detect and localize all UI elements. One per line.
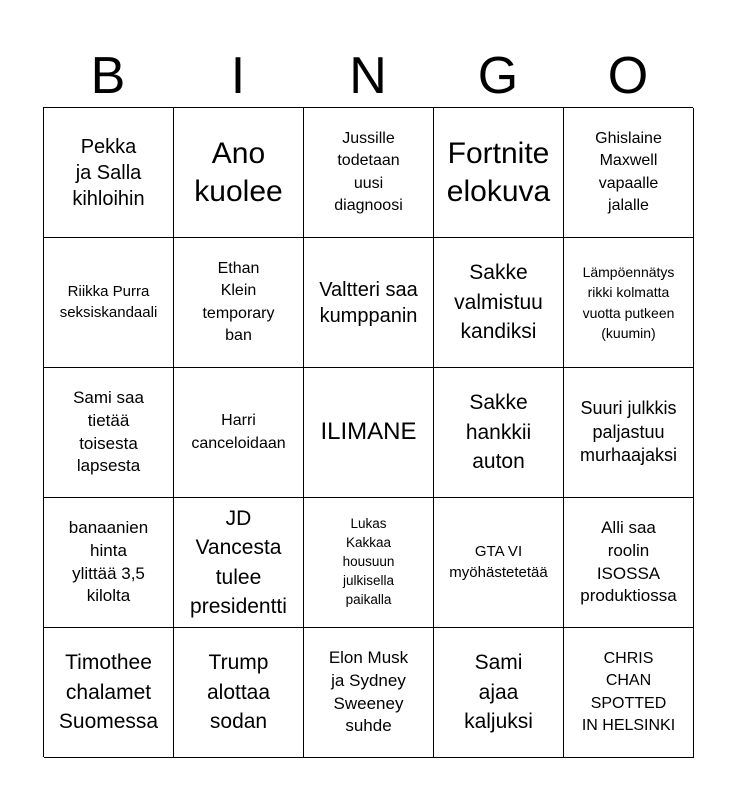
bingo-cell: Elon Musk ja Sydney Sweeney suhde [304, 628, 434, 758]
bingo-cell: GTA VI myöhästetetää [434, 498, 564, 628]
bingo-cell: Timothee chalamet Suomessa [44, 628, 174, 758]
header-letter-b: B [90, 47, 126, 105]
header-letter-i: I [230, 47, 246, 105]
bingo-cell: Ghislaine Maxwell vapaalle jalalle [564, 108, 694, 238]
bingo-cell: Ano kuolee [174, 108, 304, 238]
bingo-cell: Sami saa tietää toisesta lapsesta [44, 368, 174, 498]
bingo-cell: Harri canceloidaan [174, 368, 304, 498]
bingo-cell: Jussille todetaan uusi diagnoosi [304, 108, 434, 238]
bingo-cell: banaanien hinta ylittää 3,5 kilolta [44, 498, 174, 628]
bingo-cell: Valtteri saa kumppanin [304, 238, 434, 368]
bingo-cell: Sami ajaa kaljuksi [434, 628, 564, 758]
bingo-cell: JD Vancesta tulee presidentti [174, 498, 304, 628]
bingo-cell: Sakke hankkii auton [434, 368, 564, 498]
bingo-cell: Alli saa roolin ISOSSA produktiossa [564, 498, 694, 628]
header-letter-n: N [349, 47, 387, 105]
bingo-cell: Trump alottaa sodan [174, 628, 304, 758]
bingo-cell: ILIMANE [304, 368, 434, 498]
bingo-cell: Suuri julkkis paljastuu murhaajaksi [564, 368, 694, 498]
bingo-cell: Fortnite elokuva [434, 108, 564, 238]
header-letter-o: O [607, 47, 649, 105]
bingo-cell: Lämpöennätys rikki kolmatta vuotta putkeen (kuumin) [564, 238, 694, 368]
bingo-cell: Lukas Kakkaa housuun julkisella paikalla [304, 498, 434, 628]
bingo-cell: Riikka Purra seksiskandaali [44, 238, 174, 368]
bingo-cell: Ethan Klein temporary ban [174, 238, 304, 368]
bingo-cell: Sakke valmistuu kandiksi [434, 238, 564, 368]
bingo-cell: Pekka ja Salla kihloihin [44, 108, 174, 238]
bingo-header [43, 44, 693, 108]
bingo-cell: CHRIS CHAN SPOTTED IN HELSINKI [564, 628, 694, 758]
header-letter-g: G [477, 47, 519, 105]
bingo-grid [43, 107, 693, 757]
